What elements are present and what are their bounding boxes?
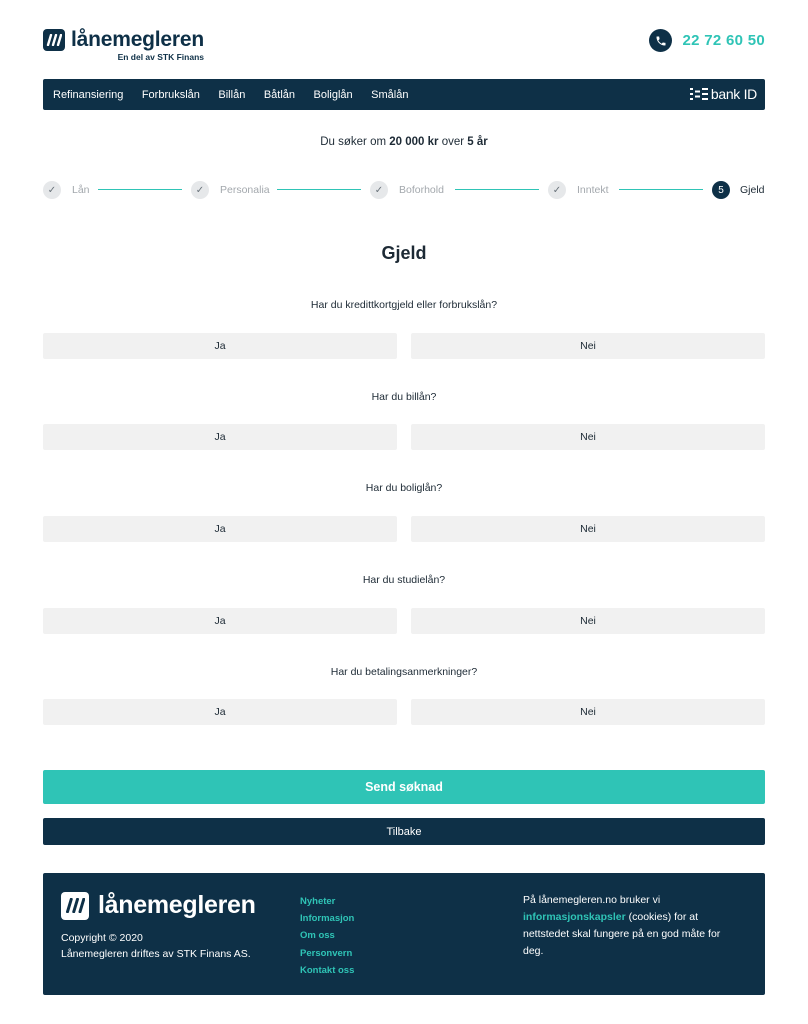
step-personalia[interactable] (191, 180, 270, 200)
logo-mark-icon (43, 29, 65, 51)
nav-item-batlan[interactable]: Båtlån (263, 88, 296, 101)
bankid-label: bank ID (710, 86, 757, 102)
step-check-icon: ✓ (43, 181, 61, 199)
step-check-icon: ✓ (191, 181, 209, 199)
step-gjeld (712, 180, 765, 200)
nav-item-smalan[interactable]: Smålån (371, 88, 409, 101)
footer-link-nyheter[interactable]: Nyheter (300, 896, 336, 907)
yes-button[interactable]: Ja (43, 608, 397, 634)
cookie-prefix: På lånemegleren.no bruker vi (523, 894, 661, 906)
step-boforhold[interactable] (370, 180, 444, 200)
step-label-current: Gjeld (740, 184, 765, 196)
step-label: Boforhold (399, 184, 444, 196)
site-header (43, 26, 765, 66)
step-lan[interactable] (43, 180, 90, 200)
summary-middle: over (441, 136, 465, 148)
footer-brand-name: lånemegleren (98, 891, 256, 919)
back-button[interactable]: Tilbake (43, 818, 765, 845)
application-summary (0, 136, 808, 148)
step-connector (619, 189, 703, 190)
no-button[interactable]: Nei (411, 608, 765, 634)
yes-button[interactable]: Ja (43, 424, 397, 450)
copyright-text: Copyright © 2020 (61, 932, 143, 944)
phone-link[interactable] (649, 29, 765, 52)
step-label: Lån (72, 184, 90, 196)
no-button[interactable]: Nei (411, 424, 765, 450)
step-connector (277, 189, 361, 190)
no-button[interactable]: Nei (411, 699, 765, 725)
phone-number: 22 72 60 50 (682, 32, 765, 49)
step-connector (98, 189, 182, 190)
step-connector (455, 189, 539, 190)
bankid-icon (690, 88, 708, 100)
question-label: Har du kredittkortgjeld eller forbrukslån? (310, 299, 498, 311)
cookie-notice (523, 892, 743, 960)
footer-link-personvern[interactable]: Personvern (300, 947, 353, 959)
nav-item-billan[interactable]: Billån (218, 88, 246, 101)
footer-links (300, 893, 354, 979)
footer-link-om-oss[interactable]: Om oss (300, 930, 335, 942)
send-application-button[interactable]: Send søknad (43, 770, 765, 804)
summary-amount: 20 000 kr (389, 136, 439, 148)
yes-button[interactable]: Ja (43, 333, 397, 359)
main-navigation (43, 79, 765, 110)
step-inntekt[interactable] (548, 180, 609, 200)
no-button[interactable]: Nei (411, 333, 765, 359)
step-label: Inntekt (577, 184, 609, 196)
footer-logo[interactable] (61, 891, 256, 920)
summary-term: 5 år (467, 136, 488, 148)
brand-name: lånemegleren (71, 28, 204, 51)
footer-link-informasjon[interactable]: Informasjon (300, 913, 355, 925)
company-text: Lånemegleren driftes av STK Finans AS. (61, 948, 251, 960)
cookie-link[interactable]: informasjonskapsler (523, 911, 626, 923)
no-button[interactable]: Nei (411, 516, 765, 542)
step-label: Personalia (220, 184, 270, 196)
step-number: 5 (712, 181, 730, 199)
yes-button[interactable]: Ja (43, 516, 397, 542)
footer-link-kontakt-oss[interactable]: Kontakt oss (300, 964, 355, 976)
bankid-login[interactable] (690, 86, 757, 102)
nav-item-refinansiering[interactable]: Refinansiering (53, 88, 124, 101)
progress-steps (43, 180, 765, 200)
question-label: Har du betalingsanmerkninger? (330, 666, 478, 678)
question-label: Har du billån? (371, 391, 437, 403)
phone-icon (649, 29, 672, 52)
summary-prefix: Du søker om (320, 136, 387, 148)
yes-button[interactable]: Ja (43, 699, 397, 725)
site-footer (43, 873, 765, 995)
form-title: Gjeld (381, 243, 427, 263)
question-label: Har du boliglån? (365, 482, 443, 494)
footer-copyright (61, 930, 251, 962)
brand-subtitle: En del av STK Finans (117, 52, 204, 62)
step-check-icon: ✓ (548, 181, 566, 199)
step-check-icon: ✓ (370, 181, 388, 199)
question-label: Har du studielån? (362, 574, 446, 586)
cookie-suffix: (cookies) for at nettstedet skal fungere på en god måte for deg. (523, 911, 721, 957)
nav-item-forbrukslan[interactable]: Forbrukslån (141, 88, 200, 101)
nav-item-boliglan[interactable]: Boliglån (313, 88, 353, 101)
brand-logo[interactable] (43, 29, 204, 62)
logo-mark-icon (61, 892, 89, 920)
